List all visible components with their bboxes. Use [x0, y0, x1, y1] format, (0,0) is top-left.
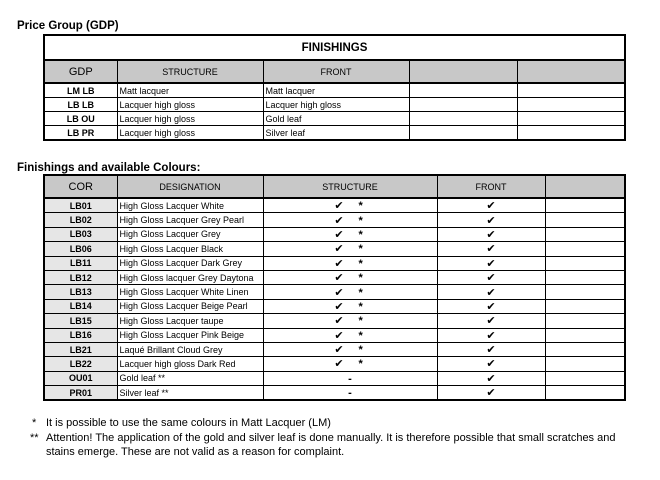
designation-cell: High Gloss Lacquer Grey: [117, 227, 263, 241]
empty-cell: [545, 256, 625, 270]
checkmark-icon: ✔: [486, 299, 496, 313]
table-row: [44, 342, 625, 356]
empty-cell: [545, 270, 625, 284]
structure-cell: [263, 227, 437, 241]
designation-cell: High Gloss lacquer Grey Daytona: [117, 270, 263, 284]
empty-cell: [545, 198, 625, 213]
checkmark-icon: ✔: [334, 271, 344, 285]
column-header: GDP: [44, 60, 117, 83]
front-cell: [437, 314, 545, 328]
front-cell: [437, 342, 545, 356]
checkmark-icon: ✔: [486, 213, 496, 227]
checkmark-icon: ✔: [334, 314, 344, 328]
checkmark-icon: ✔: [334, 343, 344, 357]
designation-cell: Lacquer high gloss Dark Red: [117, 357, 263, 371]
checkmark-icon: ✔: [486, 285, 496, 299]
star-mark: *: [358, 286, 363, 299]
front-cell: [437, 242, 545, 256]
empty-cell: [545, 285, 625, 299]
checkmark-icon: ✔: [486, 343, 496, 357]
structure-cell: [263, 285, 437, 299]
designation-cell: High Gloss Lacquer Pink Beige: [117, 328, 263, 342]
structure-cell: [263, 342, 437, 356]
column-header: DESIGNATION: [117, 175, 263, 198]
finishings-title: FINISHINGS: [44, 35, 625, 60]
front-cell: [437, 357, 545, 371]
column-header: FRONT: [263, 60, 409, 83]
designation-cell: High Gloss Lacquer Beige Pearl: [117, 299, 263, 313]
star-mark: *: [358, 358, 363, 371]
table-row: [44, 83, 625, 98]
star-mark: *: [358, 315, 363, 328]
structure-cell: Lacquer high gloss: [117, 98, 263, 112]
table-row: [44, 213, 625, 227]
table-row: [44, 198, 625, 213]
designation-cell: High Gloss Lacquer Dark Grey: [117, 256, 263, 270]
front-cell: [437, 371, 545, 385]
front-cell: Matt lacquer: [263, 83, 409, 98]
structure-cell: [263, 198, 437, 213]
empty-cell: [409, 83, 517, 98]
star-mark: *: [358, 200, 363, 213]
price-code: LB LB: [44, 98, 117, 112]
designation-cell: High Gloss Lacquer White Linen: [117, 285, 263, 299]
table-row: [44, 357, 625, 371]
designation-cell: Laqué Brillant Cloud Grey: [117, 342, 263, 356]
star-mark: *: [358, 257, 363, 270]
colour-code: LB22: [44, 357, 117, 371]
checkmark-icon: ✔: [486, 271, 496, 285]
star-mark: *: [358, 214, 363, 227]
designation-cell: Gold leaf **: [117, 371, 263, 385]
star-mark: *: [358, 272, 363, 285]
empty-cell: [545, 299, 625, 313]
price-code: LB PR: [44, 126, 117, 141]
colour-code: LB13: [44, 285, 117, 299]
empty-cell: [517, 83, 625, 98]
empty-cell: [545, 227, 625, 241]
dash-mark: -: [348, 372, 352, 385]
colour-code: LB12: [44, 270, 117, 284]
structure-cell: [263, 357, 437, 371]
empty-cell: [517, 126, 625, 141]
front-cell: [437, 328, 545, 342]
structure-cell: [263, 256, 437, 270]
empty-cell: [409, 112, 517, 126]
checkmark-icon: ✔: [486, 256, 496, 270]
empty-cell: [545, 328, 625, 342]
colour-code: LB02: [44, 213, 117, 227]
table-row: [44, 242, 625, 256]
table-row: [44, 314, 625, 328]
note-gold-silver-leaf: [30, 431, 630, 459]
front-cell: [437, 285, 545, 299]
empty-cell: [545, 213, 625, 227]
table-row: [44, 112, 625, 126]
structure-cell: [263, 242, 437, 256]
note-matt-lacquer: [32, 416, 331, 430]
table-row: [44, 285, 625, 299]
star-mark: *: [358, 243, 363, 256]
table-row: [44, 386, 625, 401]
note-text: Attention! The application of the gold and silver leaf is done manually. It is therefore possible that small scratches and stains emerge. These are not valid as a reason for complaint.: [46, 432, 616, 458]
empty-cell: [545, 386, 625, 401]
empty-cell: [517, 112, 625, 126]
checkmark-icon: ✔: [334, 357, 344, 371]
column-header: COR: [44, 175, 117, 198]
colour-code: LB01: [44, 198, 117, 213]
structure-cell: [263, 213, 437, 227]
colour-code: LB06: [44, 242, 117, 256]
empty-cell: [545, 314, 625, 328]
front-cell: [437, 270, 545, 284]
checkmark-icon: ✔: [486, 199, 496, 213]
table-row: [44, 371, 625, 385]
empty-cell: [545, 342, 625, 356]
note-marker: **: [30, 432, 39, 444]
front-cell: [437, 227, 545, 241]
checkmark-icon: ✔: [486, 242, 496, 256]
designation-cell: Silver leaf **: [117, 386, 263, 401]
checkmark-icon: ✔: [334, 285, 344, 299]
structure-cell: Lacquer high gloss: [117, 112, 263, 126]
checkmark-icon: ✔: [334, 213, 344, 227]
checkmark-icon: ✔: [486, 227, 496, 241]
empty-cell: [409, 126, 517, 141]
checkmark-icon: ✔: [334, 299, 344, 313]
checkmark-icon: ✔: [334, 256, 344, 270]
structure-cell: Matt lacquer: [117, 83, 263, 98]
dash-mark: -: [348, 387, 352, 400]
structure-cell: [263, 328, 437, 342]
column-header: FRONT: [437, 175, 545, 198]
table-row: [44, 256, 625, 270]
price-group-heading: Price Group (GDP): [17, 20, 119, 32]
structure-cell: [263, 299, 437, 313]
table-row: [44, 98, 625, 112]
empty-cell: [545, 357, 625, 371]
checkmark-icon: ✔: [486, 328, 496, 342]
table-row: [44, 270, 625, 284]
star-mark: *: [358, 329, 363, 342]
colours-table: [43, 174, 626, 401]
price-code: LM LB: [44, 83, 117, 98]
front-cell: Gold leaf: [263, 112, 409, 126]
checkmark-icon: ✔: [486, 314, 496, 328]
colour-code: LB11: [44, 256, 117, 270]
checkmark-icon: ✔: [334, 242, 344, 256]
checkmark-icon: ✔: [334, 199, 344, 213]
column-header: STRUCTURE: [263, 175, 437, 198]
star-mark: *: [358, 300, 363, 313]
colour-code: LB21: [44, 342, 117, 356]
designation-cell: High Gloss Lacquer taupe: [117, 314, 263, 328]
note-marker: *: [32, 417, 37, 429]
structure-cell: [263, 314, 437, 328]
structure-cell: [263, 386, 437, 401]
checkmark-icon: ✔: [334, 328, 344, 342]
colour-code: LB16: [44, 328, 117, 342]
checkmark-icon: ✔: [486, 357, 496, 371]
note-text: It is possible to use the same colours in Matt Lacquer (LM): [46, 417, 331, 429]
column-header: [517, 60, 625, 83]
front-cell: [437, 213, 545, 227]
front-cell: [437, 198, 545, 213]
front-cell: [437, 386, 545, 401]
column-header: [409, 60, 517, 83]
designation-cell: High Gloss Lacquer White: [117, 198, 263, 213]
designation-cell: High Gloss Lacquer Black: [117, 242, 263, 256]
empty-cell: [545, 371, 625, 385]
empty-cell: [545, 242, 625, 256]
designation-cell: High Gloss Lacquer Grey Pearl: [117, 213, 263, 227]
table-row: [44, 126, 625, 141]
column-header: STRUCTURE: [117, 60, 263, 83]
checkmark-icon: ✔: [486, 386, 496, 400]
column-header: [545, 175, 625, 198]
front-cell: Lacquer high gloss: [263, 98, 409, 112]
empty-cell: [409, 98, 517, 112]
colours-heading: Finishings and available Colours:: [17, 162, 201, 174]
checkmark-icon: ✔: [486, 371, 496, 385]
structure-cell: [263, 270, 437, 284]
table-row: [44, 328, 625, 342]
colour-code: LB03: [44, 227, 117, 241]
star-mark: *: [358, 344, 363, 357]
front-cell: [437, 299, 545, 313]
table-row: [44, 299, 625, 313]
empty-cell: [517, 98, 625, 112]
star-mark: *: [358, 228, 363, 241]
structure-cell: Lacquer high gloss: [117, 126, 263, 141]
price-code: LB OU: [44, 112, 117, 126]
colour-code: LB14: [44, 299, 117, 313]
colour-code: OU01: [44, 371, 117, 385]
table-row: [44, 227, 625, 241]
colour-code: LB15: [44, 314, 117, 328]
front-cell: [437, 256, 545, 270]
finishings-table: [43, 34, 626, 141]
front-cell: Silver leaf: [263, 126, 409, 141]
structure-cell: [263, 371, 437, 385]
checkmark-icon: ✔: [334, 227, 344, 241]
colour-code: PR01: [44, 386, 117, 401]
